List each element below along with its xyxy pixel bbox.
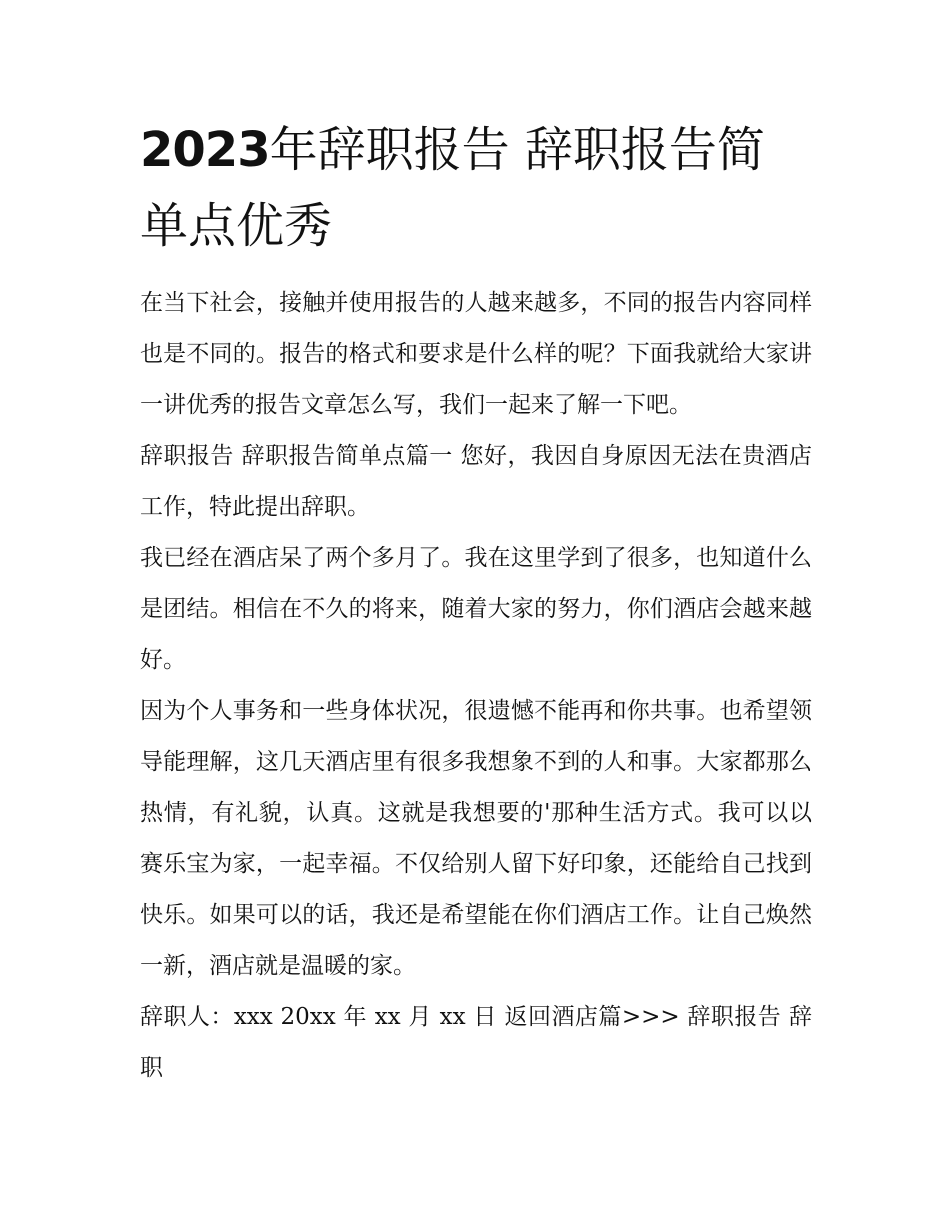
intro-paragraph: 在当下社会，接触并使用报告的人越来越多，不同的报告内容同样也是不同的。报告的格式和要求是什么样的呢？下面我就给大家讲一讲优秀的报告文章怎么写，我们一起来了解一下吧。 — [140, 290, 812, 418]
body-paragraph-2: 我已经在酒店呆了两个多月了。我在这里学到了很多，也知道什么是团结。相信在不久的将来，随着大家的努力，你们酒店会越来越好。 — [140, 545, 812, 673]
body-paragraph-1: 辞职报告 辞职报告简单点篇一 您好，我因自身原因无法在贵酒店工作，特此提出辞职。 — [140, 443, 812, 520]
signature-line: 辞职人：xxx 20xx 年 xx 月 xx 日 返回酒店篇>>> 辞职报告 辞职 — [140, 1004, 812, 1081]
title-text: 年辞职报告 辞职报告简单点优秀 — [140, 122, 765, 254]
document-page — [140, 112, 812, 1094]
body-paragraph-3: 因为个人事务和一些身体状况，很遗憾不能再和你共事。也希望领导能理解，这几天酒店里有很多我想象不到的人和事。大家都那么热情，有礼貌，认真。这就是我想要的'那种生活方式。我可以以赛乐宝为家，一起幸福。不仅给别人留下好印象，还能给自己找到快乐。如果可以的话，我还是希望能在你们酒店工作。让自己焕然一新，酒店就是温暖的家。 — [140, 698, 812, 979]
document-title — [140, 112, 812, 264]
title-year: 2023 — [140, 122, 270, 178]
